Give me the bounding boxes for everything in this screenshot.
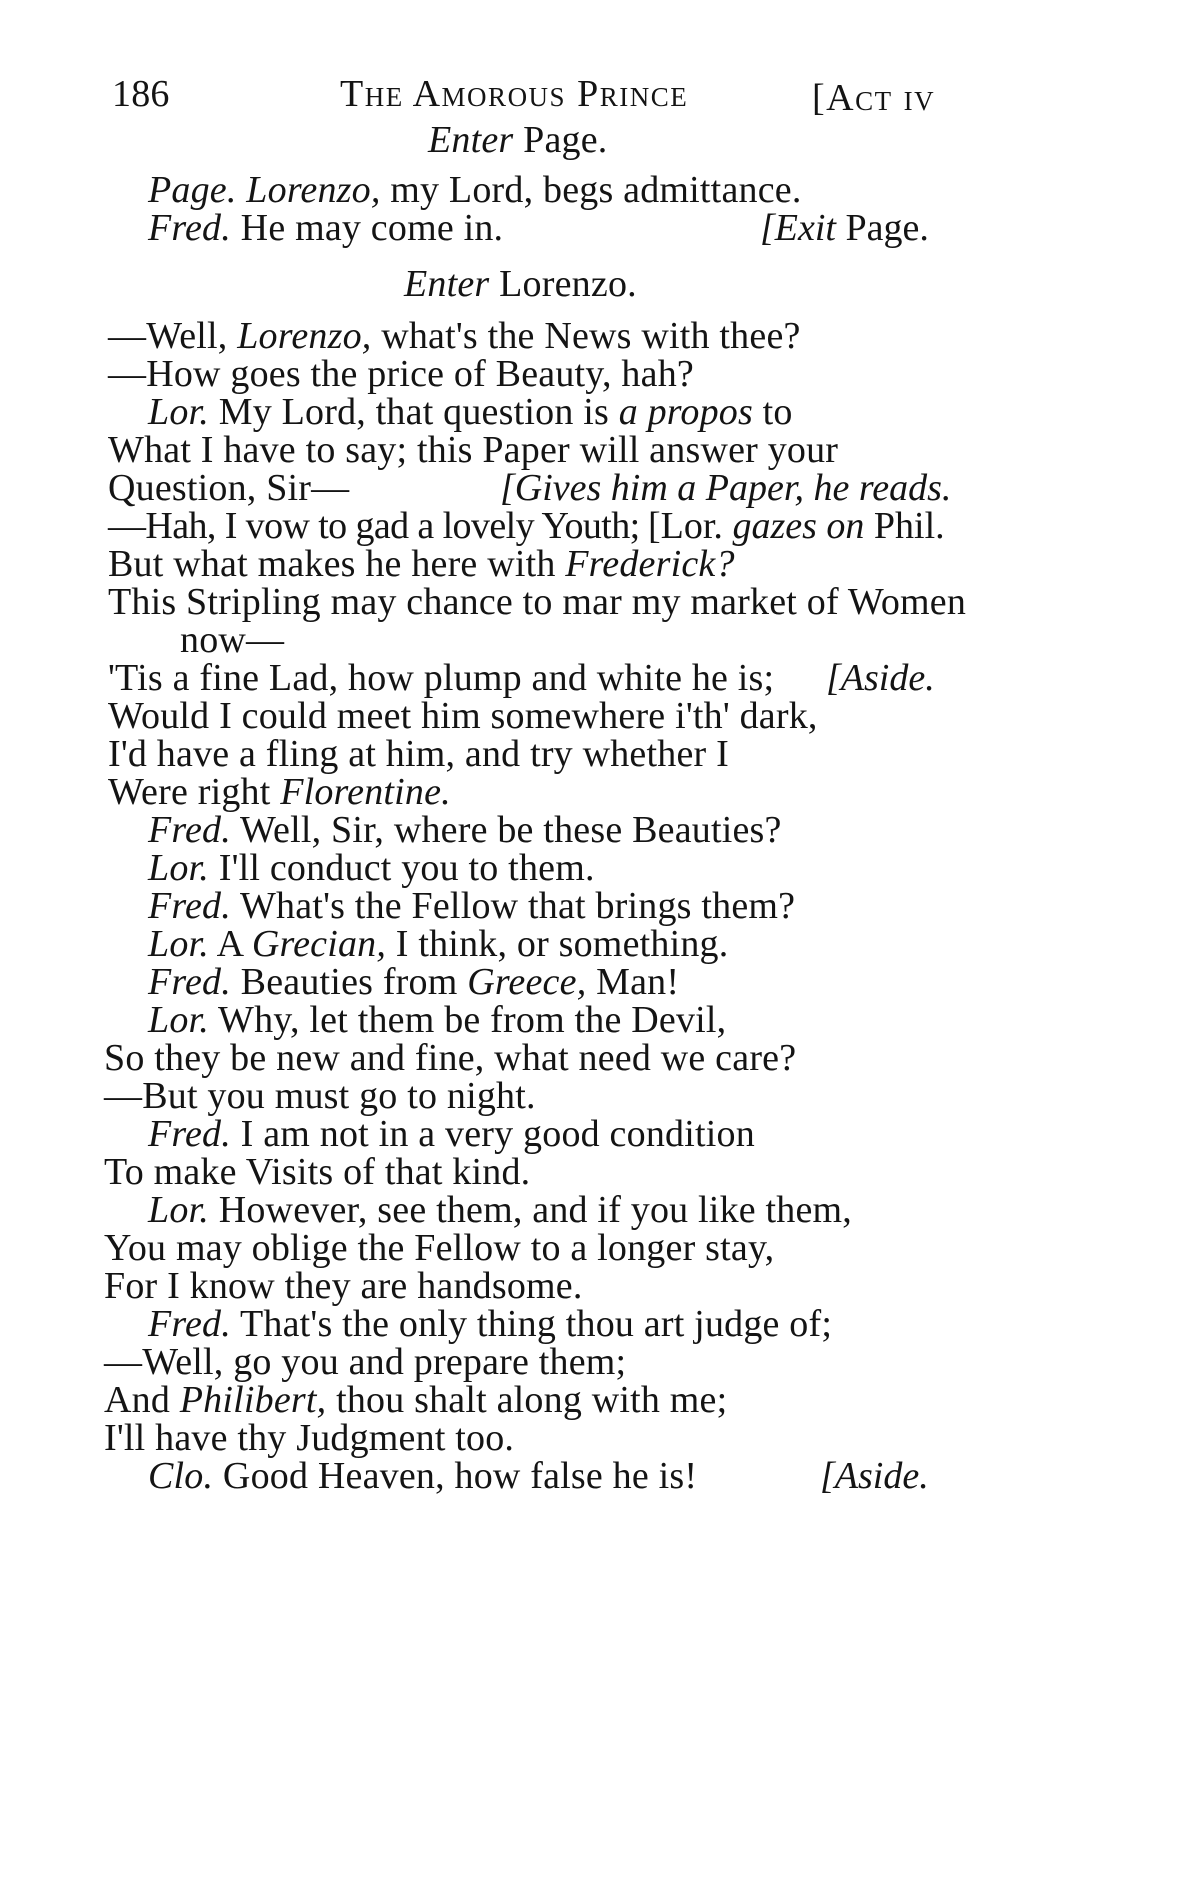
- speaker: Lor.: [148, 391, 210, 433]
- speech-text: What's the Fellow that brings them?: [239, 885, 796, 927]
- speech-line: So they be new and fine, what need we care?: [104, 1037, 797, 1079]
- italic-phrase: a propos: [618, 391, 753, 433]
- speech-line: [148, 1454, 697, 1498]
- speech-line: Question, Sir—: [108, 467, 350, 509]
- speaker: Fred.: [148, 207, 231, 249]
- speaker: Fred.: [148, 885, 231, 927]
- stage-direction-text: [Aside.: [826, 657, 935, 699]
- speaker: Fred.: [148, 961, 231, 1003]
- speech-text: to: [762, 391, 793, 433]
- speech-text: That's the only thing thou art judge of;: [239, 1303, 833, 1345]
- stage-direction-aside: [826, 656, 935, 700]
- italic-name: Lorenzo,: [237, 315, 372, 357]
- stage-direction-text: [Gives him a Paper,: [500, 467, 804, 509]
- speech-text: Good Heaven, how false he is!: [222, 1455, 698, 1497]
- stage-direction-character: Lorenzo.: [499, 263, 637, 305]
- speech-line: —Hah, I vow to gad a lovely Youth;: [108, 505, 640, 547]
- speech-line: —How goes the price of Beauty, hah?: [108, 353, 694, 395]
- italic-name: Frederick?: [565, 543, 735, 585]
- speaker: Fred.: [148, 1113, 231, 1155]
- speech-text: But what makes he here with: [108, 543, 556, 585]
- speech-text: Why, let them be from the Devil,: [218, 999, 727, 1041]
- italic-name: Greece,: [467, 961, 587, 1003]
- speech-text: However, see them, and if you like them,: [218, 1189, 853, 1231]
- speaker: Lor.: [148, 847, 210, 889]
- stage-direction-enter-page: [428, 118, 608, 162]
- speech-text: My Lord, that question is: [218, 391, 609, 433]
- stage-direction-text: [Aside.: [820, 1455, 929, 1497]
- speaker: Lor.: [148, 923, 210, 965]
- speech-line: 'Tis a fine Lad, how plump and white he is;: [108, 657, 775, 699]
- act-label: [Act iv: [812, 77, 936, 119]
- speech-text: He may come in.: [240, 207, 504, 249]
- stage-direction-character: Page.: [845, 207, 929, 249]
- speech-line: —But you must go to night.: [104, 1075, 536, 1117]
- stage-direction-verb: [Exit: [760, 207, 836, 249]
- speaker: Page.: [148, 169, 237, 211]
- speech-line: For I know they are handsome.: [104, 1265, 583, 1307]
- speech-text: —Well,: [108, 315, 228, 357]
- speech-text: And: [104, 1379, 171, 1421]
- speaker: Fred.: [148, 809, 231, 851]
- speaker: Clo.: [148, 1455, 214, 1497]
- speaker: Fred.: [148, 1303, 231, 1345]
- speech-text: my Lord, begs admittance.: [390, 169, 802, 211]
- speech-line: Would I could meet him somewhere i'th' dark,: [108, 695, 818, 737]
- speech-text: Well, Sir, where be these Beauties?: [239, 809, 782, 851]
- page-number: 186: [112, 73, 170, 115]
- stage-direction-character: [Lor.: [648, 505, 723, 547]
- speech-line: You may oblige the Fellow to a longer stay,: [104, 1227, 775, 1269]
- speech-text: I think, or something.: [395, 923, 729, 965]
- italic-name: Lorenzo,: [246, 169, 381, 211]
- speech-text: Beauties from: [240, 961, 458, 1003]
- speech-line: This Stripling may chance to mar my market of Women: [108, 581, 967, 623]
- speech-text: I'll conduct you to them.: [218, 847, 595, 889]
- stage-direction-exit-page: [760, 206, 929, 250]
- stage-direction-aside: [820, 1454, 929, 1498]
- speech-line-continuation: now—: [180, 619, 285, 661]
- stage-direction-text: gazes on: [732, 505, 865, 547]
- stage-direction-verb: Enter: [404, 263, 490, 305]
- speech-line: —Well, go you and prepare them;: [104, 1341, 627, 1383]
- speech-text: I am not in a very good condition: [240, 1113, 755, 1155]
- speaker: Lor.: [148, 1189, 210, 1231]
- speech-line: I'll have thy Judgment too.: [104, 1417, 515, 1459]
- speech-text: Were right: [108, 771, 271, 813]
- speech-text: thou shalt along with me;: [336, 1379, 728, 1421]
- speech-line: I'd have a fling at him, and try whether I: [108, 733, 729, 775]
- stage-direction-character: Page.: [523, 119, 608, 161]
- stage-direction-enter-lorenzo: [404, 262, 637, 306]
- speech-line: What I have to say; this Paper will answer your: [108, 429, 839, 471]
- italic-name: Philibert,: [179, 1379, 327, 1421]
- speech-text: A: [216, 923, 243, 965]
- speech-line: To make Visits of that kind.: [104, 1151, 531, 1193]
- italic-name: Grecian,: [251, 923, 387, 965]
- stage-direction-verb: Enter: [428, 119, 514, 161]
- speech-text: what's the News with thee?: [381, 315, 801, 357]
- running-title: The Amorous Prince: [340, 73, 689, 115]
- stage-direction-character: Phil.: [873, 505, 945, 547]
- speaker: Lor.: [148, 999, 210, 1041]
- italic-name: Florentine.: [280, 771, 451, 813]
- speech-text: Man!: [596, 961, 680, 1003]
- stage-direction-text: he reads.: [813, 467, 952, 509]
- speech-line: [148, 206, 503, 250]
